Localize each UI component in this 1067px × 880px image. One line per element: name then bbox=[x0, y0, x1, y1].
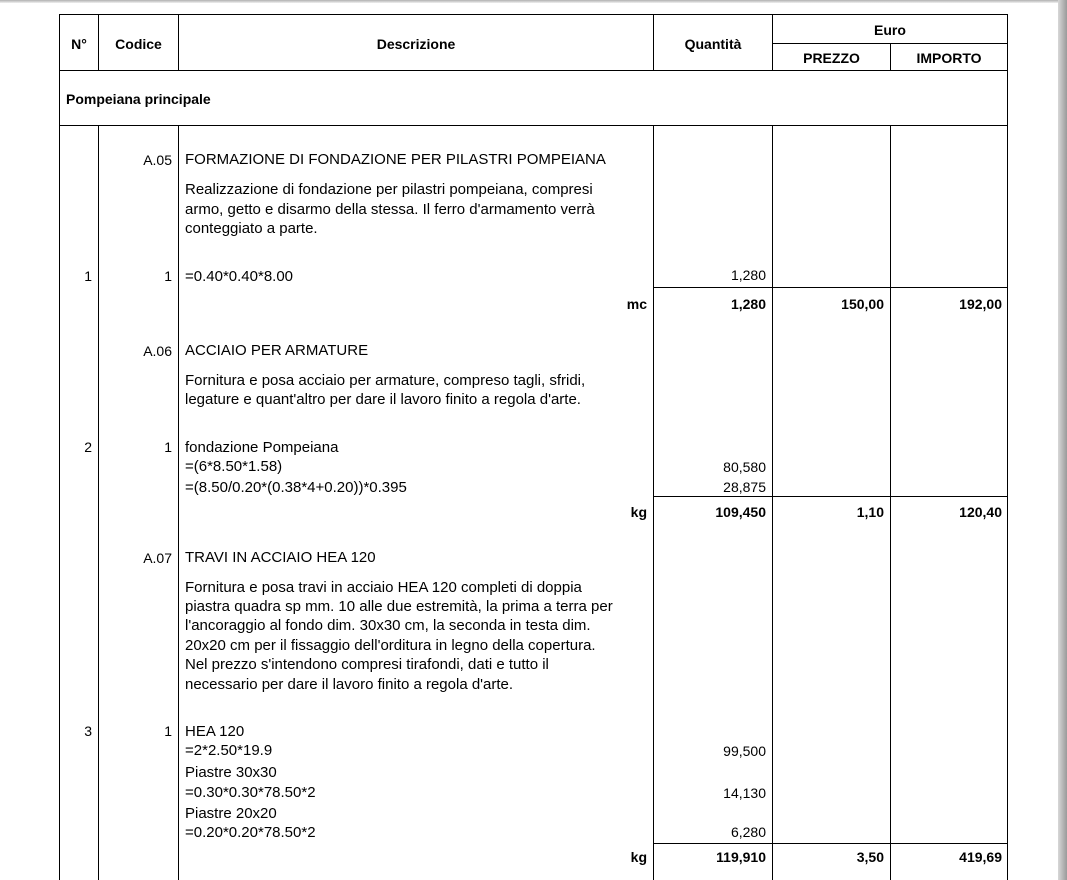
item-sub: 1 bbox=[164, 268, 172, 284]
total-price: 150,00 bbox=[841, 296, 884, 312]
item-title: TRAVI IN ACCIAIO HEA 120 bbox=[185, 549, 376, 566]
header-importo: IMPORTO bbox=[916, 50, 982, 66]
header-bottom-rule bbox=[59, 70, 1008, 71]
item-desc-line: Nel prezzo s'intendono compresi tirafondi, dati e tutto il bbox=[185, 656, 549, 673]
total-qty: 1,280 bbox=[730, 296, 766, 312]
item-no: 1 bbox=[84, 268, 92, 284]
item-no: 3 bbox=[84, 723, 92, 739]
measure-line: HEA 120 bbox=[185, 723, 245, 740]
total-amount: 419,69 bbox=[959, 849, 1002, 865]
section-bottom-rule bbox=[59, 125, 1008, 126]
measure-qty: 6,280 bbox=[730, 824, 766, 840]
item-code: A.07 bbox=[143, 550, 172, 566]
total-amount: 120,40 bbox=[959, 504, 1002, 520]
total-unit: kg bbox=[630, 504, 647, 520]
item-desc-line: armo, getto e disarmo della stessa. Il ferro d'armamento verrà bbox=[185, 201, 595, 218]
section-title: Pompeiana principale bbox=[66, 91, 211, 107]
measure-qty: 28,875 bbox=[723, 479, 766, 495]
header-quantita: Quantità bbox=[684, 36, 742, 52]
total-qty: 119,910 bbox=[716, 849, 766, 865]
item-desc-line: necessario per dare il lavoro finito a regola d'arte. bbox=[185, 676, 514, 693]
item-desc-line: Fornitura e posa travi in acciaio HEA 120 completi di doppia bbox=[185, 579, 582, 596]
item-code: A.05 bbox=[143, 152, 172, 168]
table-border-right bbox=[1007, 14, 1008, 880]
measure-line: =0.30*0.30*78.50*2 bbox=[185, 784, 316, 801]
measure-line: fondazione Pompeiana bbox=[185, 439, 339, 456]
item-code: A.06 bbox=[143, 343, 172, 359]
measure-qty: 14,130 bbox=[723, 785, 766, 801]
measure-line: =(6*8.50*1.58) bbox=[185, 458, 283, 475]
item-title: FORMAZIONE DI FONDAZIONE PER PILASTRI POMPEIANA bbox=[185, 151, 606, 168]
item-desc-line: Realizzazione di fondazione per pilastri pompeiana, compresi bbox=[185, 181, 593, 198]
total-price: 1,10 bbox=[856, 504, 884, 520]
measure-line: =2*2.50*19.9 bbox=[185, 742, 273, 759]
measure-line: =0.40*0.40*8.00 bbox=[185, 268, 294, 285]
total-qty: 109,450 bbox=[715, 504, 766, 520]
measure-qty: 99,500 bbox=[723, 743, 766, 759]
header-euro: Euro bbox=[874, 22, 906, 38]
subtotal-rule-1 bbox=[653, 287, 1008, 288]
header-no: N° bbox=[71, 36, 87, 52]
item-desc-line: Fornitura e posa acciaio per armature, compreso tagli, sfridi, bbox=[185, 372, 586, 389]
subtotal-rule-3 bbox=[653, 843, 1008, 844]
header-prezzo: PREZZO bbox=[803, 50, 860, 66]
item-title: ACCIAIO PER ARMATURE bbox=[185, 342, 369, 359]
item-sub: 1 bbox=[164, 439, 172, 455]
measure-line: Piastre 20x20 bbox=[185, 805, 277, 822]
measure-line: Piastre 30x30 bbox=[185, 764, 277, 781]
item-no: 2 bbox=[84, 439, 92, 455]
item-desc-line: piastra quadra sp mm. 10 alle due estremità, la prima a terra per bbox=[185, 598, 613, 615]
header-codice: Codice bbox=[115, 36, 162, 52]
header-descrizione: Descrizione bbox=[376, 36, 456, 52]
total-unit: mc bbox=[626, 296, 647, 312]
total-price: 3,50 bbox=[856, 849, 884, 865]
measure-line: =0.20*0.20*78.50*2 bbox=[185, 824, 316, 841]
page-right-shadow bbox=[1058, 0, 1067, 880]
measure-line: =(8.50/0.20*(0.38*4+0.20))*0.395 bbox=[185, 479, 407, 496]
total-amount: 192,00 bbox=[959, 296, 1002, 312]
measure-qty: 1,280 bbox=[730, 267, 766, 283]
item-desc-line: legature e quant'altro per dare il lavoro finito a regola d'arte. bbox=[185, 391, 581, 408]
table-border-top bbox=[59, 14, 1008, 15]
item-sub: 1 bbox=[164, 723, 172, 739]
item-desc-line: l'ancoraggio al fondo dim. 30x30 cm, la seconda in testa dim. bbox=[185, 617, 591, 634]
col-rule-code bbox=[178, 125, 179, 880]
measure-qty: 80,580 bbox=[723, 459, 766, 475]
item-desc-line: 20x20 cm per il fissaggio dell'orditura in legno della copertura. bbox=[185, 637, 596, 654]
total-unit: kg bbox=[630, 849, 647, 865]
col-rule-no bbox=[98, 125, 99, 880]
item-desc-line: conteggiato a parte. bbox=[185, 220, 318, 237]
